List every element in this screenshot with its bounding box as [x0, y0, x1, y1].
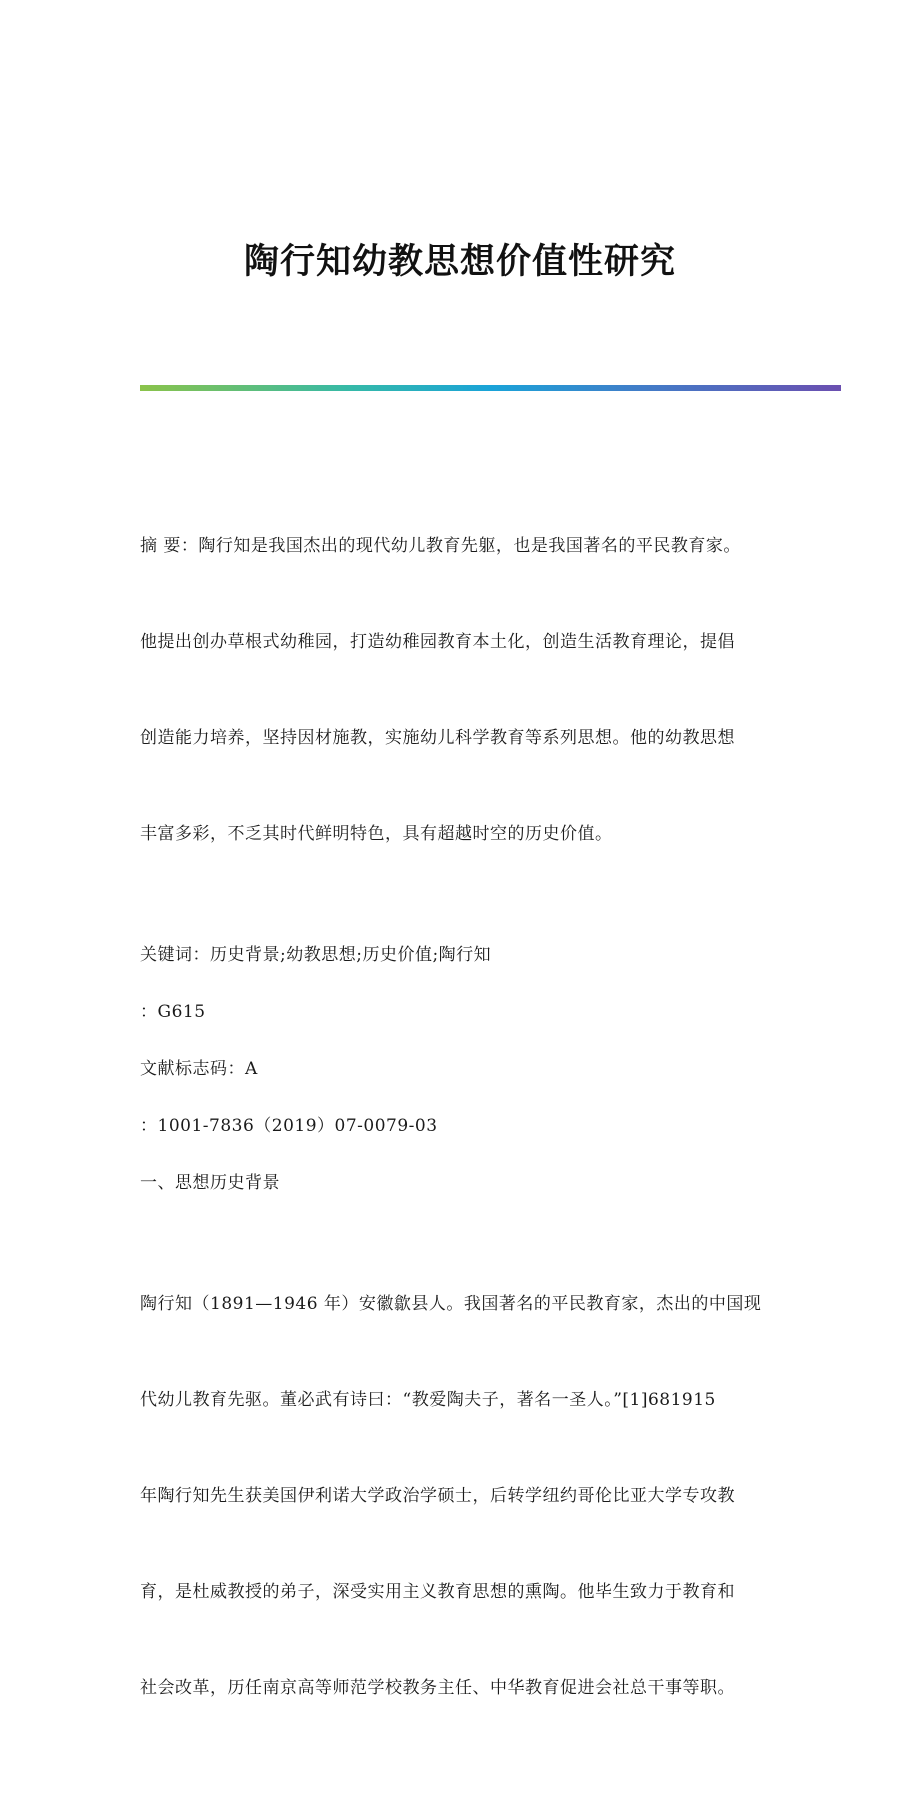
- page-title: 陶行知幼教思想价值性研究: [243, 241, 676, 283]
- body-line: 育，是杜威教授的弟子，深受实用主义教育思想的熏陶。他毕生致力于教育和: [140, 1582, 735, 1602]
- abstract: [140, 466, 780, 914]
- abstract-line: 创造能力培养，坚持因材施教，实施幼儿科学教育等系列思想。他的幼教思想: [140, 728, 735, 748]
- body-line: 年陶行知先生获美国伊利诺大学政治学硕士，后转学纽约哥伦比亚大学专攻教: [140, 1486, 735, 1506]
- abstract-line: 他提出创办草根式幼稚园，打造幼稚园教育本土化，创造生活教育理论，提倡: [140, 632, 735, 652]
- body-line: 社会改革，历任南京高等师范学校教务主任、中华教育促进会社总干事等职。: [140, 1678, 735, 1698]
- classification-number: ：G615: [140, 1002, 206, 1022]
- body-paragraph: [140, 1224, 780, 1768]
- abstract-line: 丰富多彩，不乏其时代鲜明特色，具有超越时空的历史价值。: [140, 824, 613, 844]
- body-line: 代幼儿教育先驱。董必武有诗曰：“教爱陶夫子，著名一圣人。”[1]681915: [140, 1390, 716, 1410]
- section-heading: 一、思想历史背景: [140, 1173, 280, 1193]
- document-code: 文献标志码：A: [140, 1059, 258, 1079]
- keywords: 关键词：历史背景;幼教思想;历史价值;陶行知: [140, 945, 492, 965]
- abstract-line: 摘 要：陶行知是我国杰出的现代幼儿教育先躯，也是我国著名的平民教育家。: [140, 536, 741, 556]
- body-line: 陶行知（1891—1946 年）安徽歙县人。我国著名的平民教育家，杰出的中国现: [140, 1294, 762, 1314]
- article-id: ：1001-7836（2019）07-0079-03: [140, 1116, 438, 1136]
- document-body: [140, 466, 780, 1793]
- title-divider: [140, 385, 841, 391]
